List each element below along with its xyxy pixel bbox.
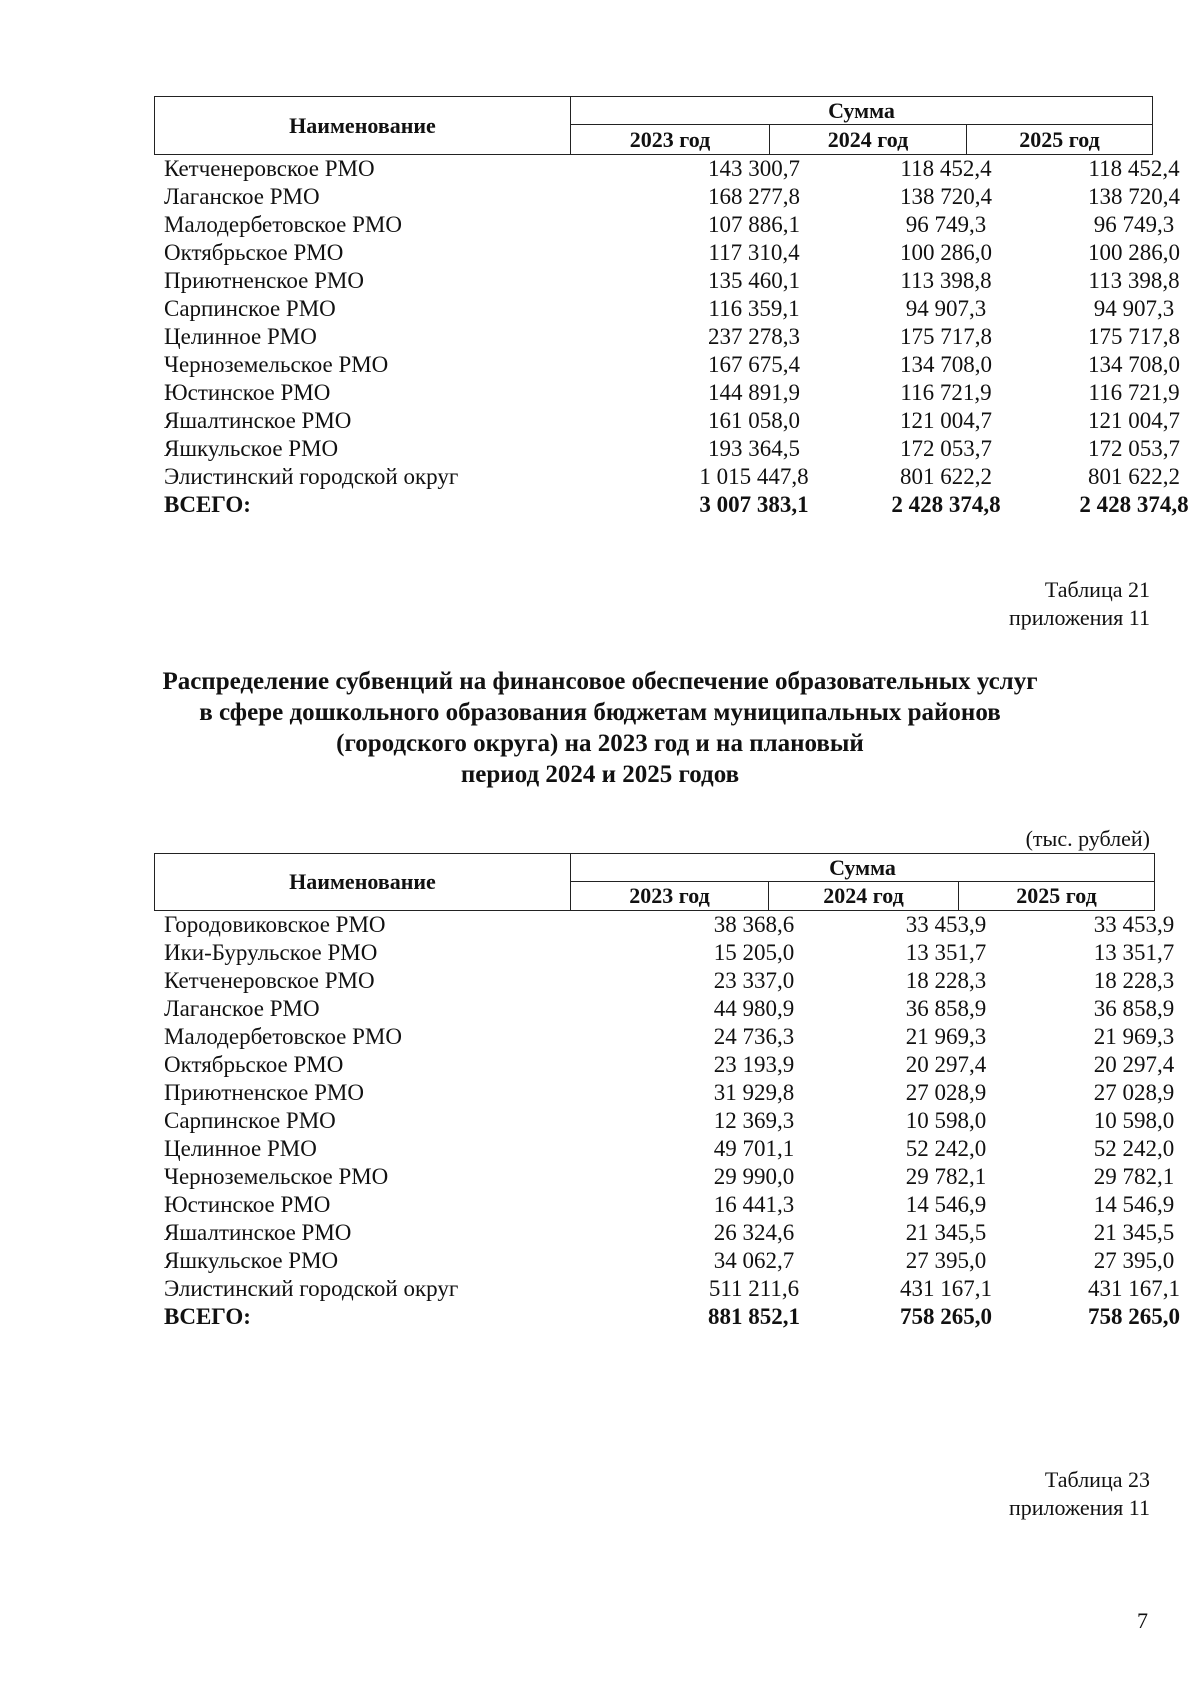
row-2024: 121 004,7 [900, 408, 992, 433]
table-row [164, 1107, 1175, 1135]
table-row [164, 407, 1180, 435]
row-2024: 36 858,9 [905, 996, 987, 1021]
row-name: Элистинский городской округ [164, 464, 459, 489]
row-2024: 14 546,9 [905, 1192, 987, 1217]
row-2024: 431 167,1 [900, 1276, 992, 1301]
table-row [164, 267, 1180, 295]
row-2025: 801 622,2 [1088, 464, 1180, 489]
row-2024: 52 242,0 [905, 1136, 987, 1161]
row-2024: 96 749,3 [905, 212, 987, 237]
row-2023: 34 062,7 [713, 1248, 795, 1273]
row-2024: 138 720,4 [900, 184, 992, 209]
table-23-caption [1009, 1466, 1150, 1522]
row-2023: 193 364,5 [708, 436, 800, 461]
table-row [164, 1191, 1175, 1219]
row-name: Городовиковское РМО [164, 912, 386, 937]
table-row [164, 1163, 1175, 1191]
row-2024: 116 721,9 [900, 380, 992, 405]
row-2025: 27 395,0 [1093, 1248, 1175, 1273]
title-line-3: (городского округа) на 2023 год и на плановый [336, 730, 864, 757]
row-2023: 144 891,9 [708, 380, 800, 405]
row-2023: 117 310,4 [708, 240, 800, 265]
top-header-sum: Сумма [571, 97, 1152, 125]
row-2025: 36 858,9 [1093, 996, 1175, 1021]
row-2024: 33 453,9 [905, 912, 987, 937]
row-2024: 175 717,8 [900, 324, 992, 349]
row-2025: 121 004,7 [1088, 408, 1180, 433]
row-2024: 172 053,7 [900, 436, 992, 461]
row-2024: 21 345,5 [905, 1220, 987, 1245]
row-2025: 138 720,4 [1088, 184, 1180, 209]
row-name: Лаганское РМО [164, 184, 320, 209]
row-name: Сарпинское РМО [164, 1108, 336, 1133]
row-name: Юстинское РМО [164, 380, 331, 405]
row-2023: 15 205,0 [713, 940, 795, 965]
row-2025: 431 167,1 [1088, 1276, 1180, 1301]
row-2023: 237 278,3 [708, 324, 800, 349]
table-21-caption [1009, 576, 1150, 632]
title-line-1: Распределение субвенций на финансовое обеспечение образовательных услуг [162, 668, 1038, 695]
top-header-year-2023: 2023 год [571, 125, 770, 154]
top-table-body [164, 155, 1189, 519]
row-2023: 167 675,4 [708, 352, 800, 377]
row-2025: 21 969,3 [1093, 1024, 1175, 1049]
row-2024: 27 028,9 [905, 1080, 987, 1105]
total-label: ВСЕГО: [164, 492, 251, 517]
top-table-header [154, 96, 1153, 155]
row-2023: 116 359,1 [708, 296, 800, 321]
table-row [164, 463, 1180, 491]
row-2023: 168 277,8 [708, 184, 800, 209]
row-2025: 21 345,5 [1093, 1220, 1175, 1245]
table-row [164, 1275, 1180, 1303]
row-2023: 511 211,6 [708, 1276, 800, 1301]
caption-table-number: Таблица 23 [1044, 1467, 1150, 1492]
row-name: Приютненское РМО [164, 268, 364, 293]
row-name: Яшалтинское РМО [164, 1220, 352, 1245]
row-name: Ики-Бурульское РМО [164, 940, 378, 965]
table-row [164, 239, 1180, 267]
bottom-header-year-2023: 2023 год [571, 882, 769, 910]
caption-table-number: Таблица 21 [1044, 577, 1150, 602]
row-2025: 118 452,4 [1088, 156, 1180, 181]
bottom-header-sum: Сумма [571, 854, 1154, 882]
row-name: Черноземельское РМО [164, 1164, 389, 1189]
caption-appendix: приложения 11 [1008, 1495, 1150, 1520]
row-2023: 31 929,8 [713, 1080, 795, 1105]
top-header-name: Наименование [155, 97, 571, 154]
row-2024: 118 452,4 [900, 156, 992, 181]
row-2025: 113 398,8 [1088, 268, 1180, 293]
row-2023: 12 369,3 [713, 1108, 795, 1133]
row-name: Малодербетовское РМО [164, 1024, 402, 1049]
row-2024: 113 398,8 [900, 268, 992, 293]
table-row [164, 1051, 1175, 1079]
row-2023: 38 368,6 [713, 912, 795, 937]
row-name: Элистинский городской округ [164, 1276, 459, 1301]
top-header-year-2025: 2025 год [1019, 126, 1100, 152]
title-line-4: период 2024 и 2025 годов [460, 761, 740, 788]
row-name: Яшкульское РМО [164, 1248, 339, 1273]
row-2023: 26 324,6 [713, 1220, 795, 1245]
total-row [164, 1303, 1180, 1331]
row-2023: 44 980,9 [713, 996, 795, 1021]
row-2023: 135 460,1 [708, 268, 800, 293]
total-label: ВСЕГО: [164, 1304, 251, 1329]
row-2024: 100 286,0 [900, 240, 992, 265]
table-row [164, 1219, 1175, 1247]
section-title [0, 666, 1200, 790]
row-name: Сарпинское РМО [164, 296, 336, 321]
table-row [164, 1023, 1175, 1051]
row-2023: 23 193,9 [713, 1052, 795, 1077]
table-row [164, 1079, 1175, 1107]
bottom-header-year-2025: 2025 год [1016, 883, 1097, 908]
table-row [164, 295, 1175, 323]
bottom-table-header [154, 853, 1155, 911]
caption-appendix: приложения 11 [1008, 605, 1150, 630]
table-row [164, 351, 1180, 379]
row-2025: 172 053,7 [1088, 436, 1180, 461]
total-2024: 758 265,0 [900, 1304, 992, 1329]
row-2025: 20 297,4 [1093, 1052, 1175, 1077]
row-2023: 143 300,7 [708, 156, 800, 181]
table-row [164, 995, 1175, 1023]
bottom-table-body [164, 911, 1180, 1331]
row-2025: 10 598,0 [1093, 1108, 1175, 1133]
row-2025: 96 749,3 [1093, 212, 1175, 237]
row-2025: 18 228,3 [1093, 968, 1175, 993]
total-2023: 881 852,1 [708, 1304, 800, 1329]
row-2025: 13 351,7 [1093, 940, 1175, 965]
row-2023: 24 736,3 [713, 1024, 795, 1049]
row-name: Черноземельское РМО [164, 352, 389, 377]
table-row [164, 1135, 1175, 1163]
row-name: Октябрьское РМО [164, 1052, 344, 1077]
row-name: Приютненское РМО [164, 1080, 364, 1105]
table-row [164, 323, 1180, 351]
row-2025: 100 286,0 [1088, 240, 1180, 265]
total-2025: 2 428 374,8 [1079, 492, 1189, 517]
row-2025: 14 546,9 [1093, 1192, 1175, 1217]
table-row [164, 1247, 1175, 1275]
row-2024: 94 907,3 [905, 296, 987, 321]
row-2024: 13 351,7 [905, 940, 987, 965]
row-name: Кетченеровское РМО [164, 968, 375, 993]
page-number: 7 [1137, 1608, 1148, 1633]
row-name: Кетченеровское РМО [164, 156, 375, 181]
total-2024: 2 428 374,8 [891, 492, 1001, 517]
row-2025: 33 453,9 [1093, 912, 1175, 937]
row-name: Яшалтинское РМО [164, 408, 352, 433]
table-row [164, 911, 1175, 939]
bottom-header-name: Наименование [155, 854, 571, 910]
total-2025: 758 265,0 [1088, 1304, 1180, 1329]
row-2025: 29 782,1 [1093, 1164, 1175, 1189]
row-2023: 49 701,1 [713, 1136, 795, 1161]
row-2024: 134 708,0 [900, 352, 992, 377]
row-2024: 20 297,4 [905, 1052, 987, 1077]
row-2025: 175 717,8 [1088, 324, 1180, 349]
row-2024: 29 782,1 [905, 1164, 987, 1189]
row-2025: 94 907,3 [1093, 296, 1175, 321]
table-row [164, 183, 1180, 211]
total-2023: 3 007 383,1 [699, 492, 809, 517]
table-row [164, 435, 1180, 463]
row-2023: 1 015 447,8 [699, 464, 809, 489]
table-row [164, 155, 1180, 183]
table-row [164, 379, 1180, 407]
table-row [164, 967, 1175, 995]
row-2024: 18 228,3 [905, 968, 987, 993]
row-2023: 29 990,0 [713, 1164, 795, 1189]
row-name: Малодербетовское РМО [164, 212, 402, 237]
row-2023: 16 441,3 [713, 1192, 795, 1217]
row-2024: 27 395,0 [905, 1248, 987, 1273]
row-2025: 116 721,9 [1088, 380, 1180, 405]
row-2025: 52 242,0 [1093, 1136, 1175, 1161]
title-line-2: в сфере дошкольного образования бюджетам муниципальных районов [199, 699, 1001, 726]
row-2023: 161 058,0 [708, 408, 800, 433]
bottom-header-year-2024: 2024 год [769, 882, 959, 910]
row-name: Яшкульское РМО [164, 436, 339, 461]
row-2025: 134 708,0 [1088, 352, 1180, 377]
units-label: (тыс. рублей) [1025, 826, 1150, 851]
row-name: Юстинское РМО [164, 1192, 331, 1217]
top-header-year-2024: 2024 год [770, 125, 967, 154]
row-2025: 27 028,9 [1093, 1080, 1175, 1105]
row-name: Целинное РМО [164, 324, 317, 349]
total-row [164, 491, 1189, 519]
row-2024: 801 622,2 [900, 464, 992, 489]
row-name: Целинное РМО [164, 1136, 317, 1161]
row-name: Лаганское РМО [164, 996, 320, 1021]
row-2023: 107 886,1 [708, 212, 800, 237]
table-row [164, 939, 1175, 967]
row-2024: 21 969,3 [905, 1024, 987, 1049]
row-2024: 10 598,0 [905, 1108, 987, 1133]
row-2023: 23 337,0 [713, 968, 795, 993]
row-name: Октябрьское РМО [164, 240, 344, 265]
table-row [164, 211, 1175, 239]
